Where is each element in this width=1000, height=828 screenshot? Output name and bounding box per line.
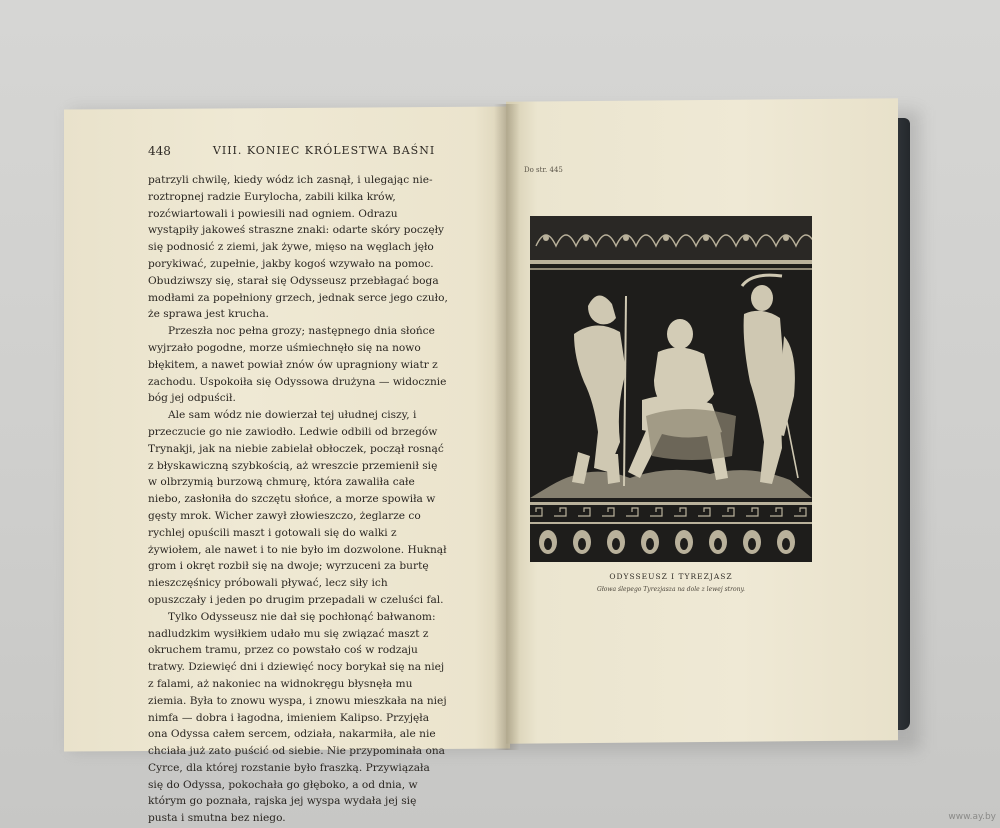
paragraph: Ale sam wódz nie dowierzał tej ułudnej ciszy, i przeczucie go nie zawiodło. Ledwie odbili od brzegów Trynakji, jak na niebie zabielał obłoczek, począł rosnąć z błyskawiczną szybkością, aż wreszcie przemienił się w olbrzymią burzową chmurę, która zawaliła całe niebo, zasłoniła do szczętu słońce, a morze spowiła w gęsty mrok. Wicher zawył złowieszczo, żeglarze co rychlej opuścili maszt i gotowali się do walki z żywiołem, ale nawet i to nie było im dozwolone. Huknął grom i okręt rozbił się na dwoje; wyrzuceni za burtę nieszczęśnicy próbowali pływać, lecz siły ich opuszczały i jeden po drugim przepadali w czeluści fal. bbox=[148, 409, 447, 606]
running-head bbox=[148, 144, 438, 158]
paragraph: Przeszła noc pełna grozy; następnego dnia słońce wyjrzało pogodne, morze uśmiechnęło się na nowo błękitem, a nawet powiał znów ów upragniony wiatr z zachodu. Uspokoiła się Odyssowa drużyna — widocznie bóg jej odpuścił. bbox=[148, 325, 447, 405]
vase-painting-illustration bbox=[530, 216, 812, 562]
watermark: www.ay.by bbox=[948, 812, 996, 822]
book-gutter bbox=[494, 104, 520, 750]
body-text bbox=[148, 172, 448, 827]
paragraph: patrzyli chwilę, kiedy wódz ich zasnął, i ulegając nieroztropnej radzie Eurylocha, zabili kilka krów, rozćwiartowali i powiesili nad ogniem. Odrazu wystąpiły jakoweś straszne znaki: odarte skóry poczęły się podnosić z ziemi, jak żywe, mięso na węglach jęło porykiwać, zupełnie, jakby kogoś wzywało na pomoc. Obudziwszy się, starał się Odysseusz przebłagać boga modłami za popełniony grzech, jednak serce jego czuło, że sprawa jest krucha. bbox=[148, 174, 448, 321]
chapter-title: VIII. KONIEC KRÓLESTWA BAŚNI bbox=[212, 144, 436, 157]
plate-caption: Głowa ślepego Tyrezjasza na dole z lewej strony. bbox=[597, 586, 745, 593]
paragraph: Tylko Odysseusz nie dał się pochłonąć bałwanom: nadludzkim wysiłkiem udało mu się związać maszt z okruchem tramu, przez co powstało coś w rodzaju tratwy. Dziewięć dni i dziewięć nocy borykał się na niej z falami, aż nakoniec na widnokręgu błysnęła mu ziemia. Była to znowu wyspa, i znowu mieszkała na niej nimfa — dobra i łagodna, imieniem Kalipso. Przyjęła ona Odyssa całem sercem, odziała, nakarmiła, ale nie chciała już zato puścić od siebie. Nie przypominała ona Cyrce, dla której rozstanie było fraszką. Przywiązała się do Odyssa, pokochała go głęboko, a od dnia, w którym go poznała, rajska jej wyspa wydała jej się pusta i smutna bez niego. bbox=[148, 610, 447, 825]
plate-reference: Do str. 445 bbox=[524, 166, 563, 174]
plate-title: ODYSSEUSZ I TYREZJASZ bbox=[609, 572, 733, 581]
page-number: 448 bbox=[148, 144, 171, 158]
